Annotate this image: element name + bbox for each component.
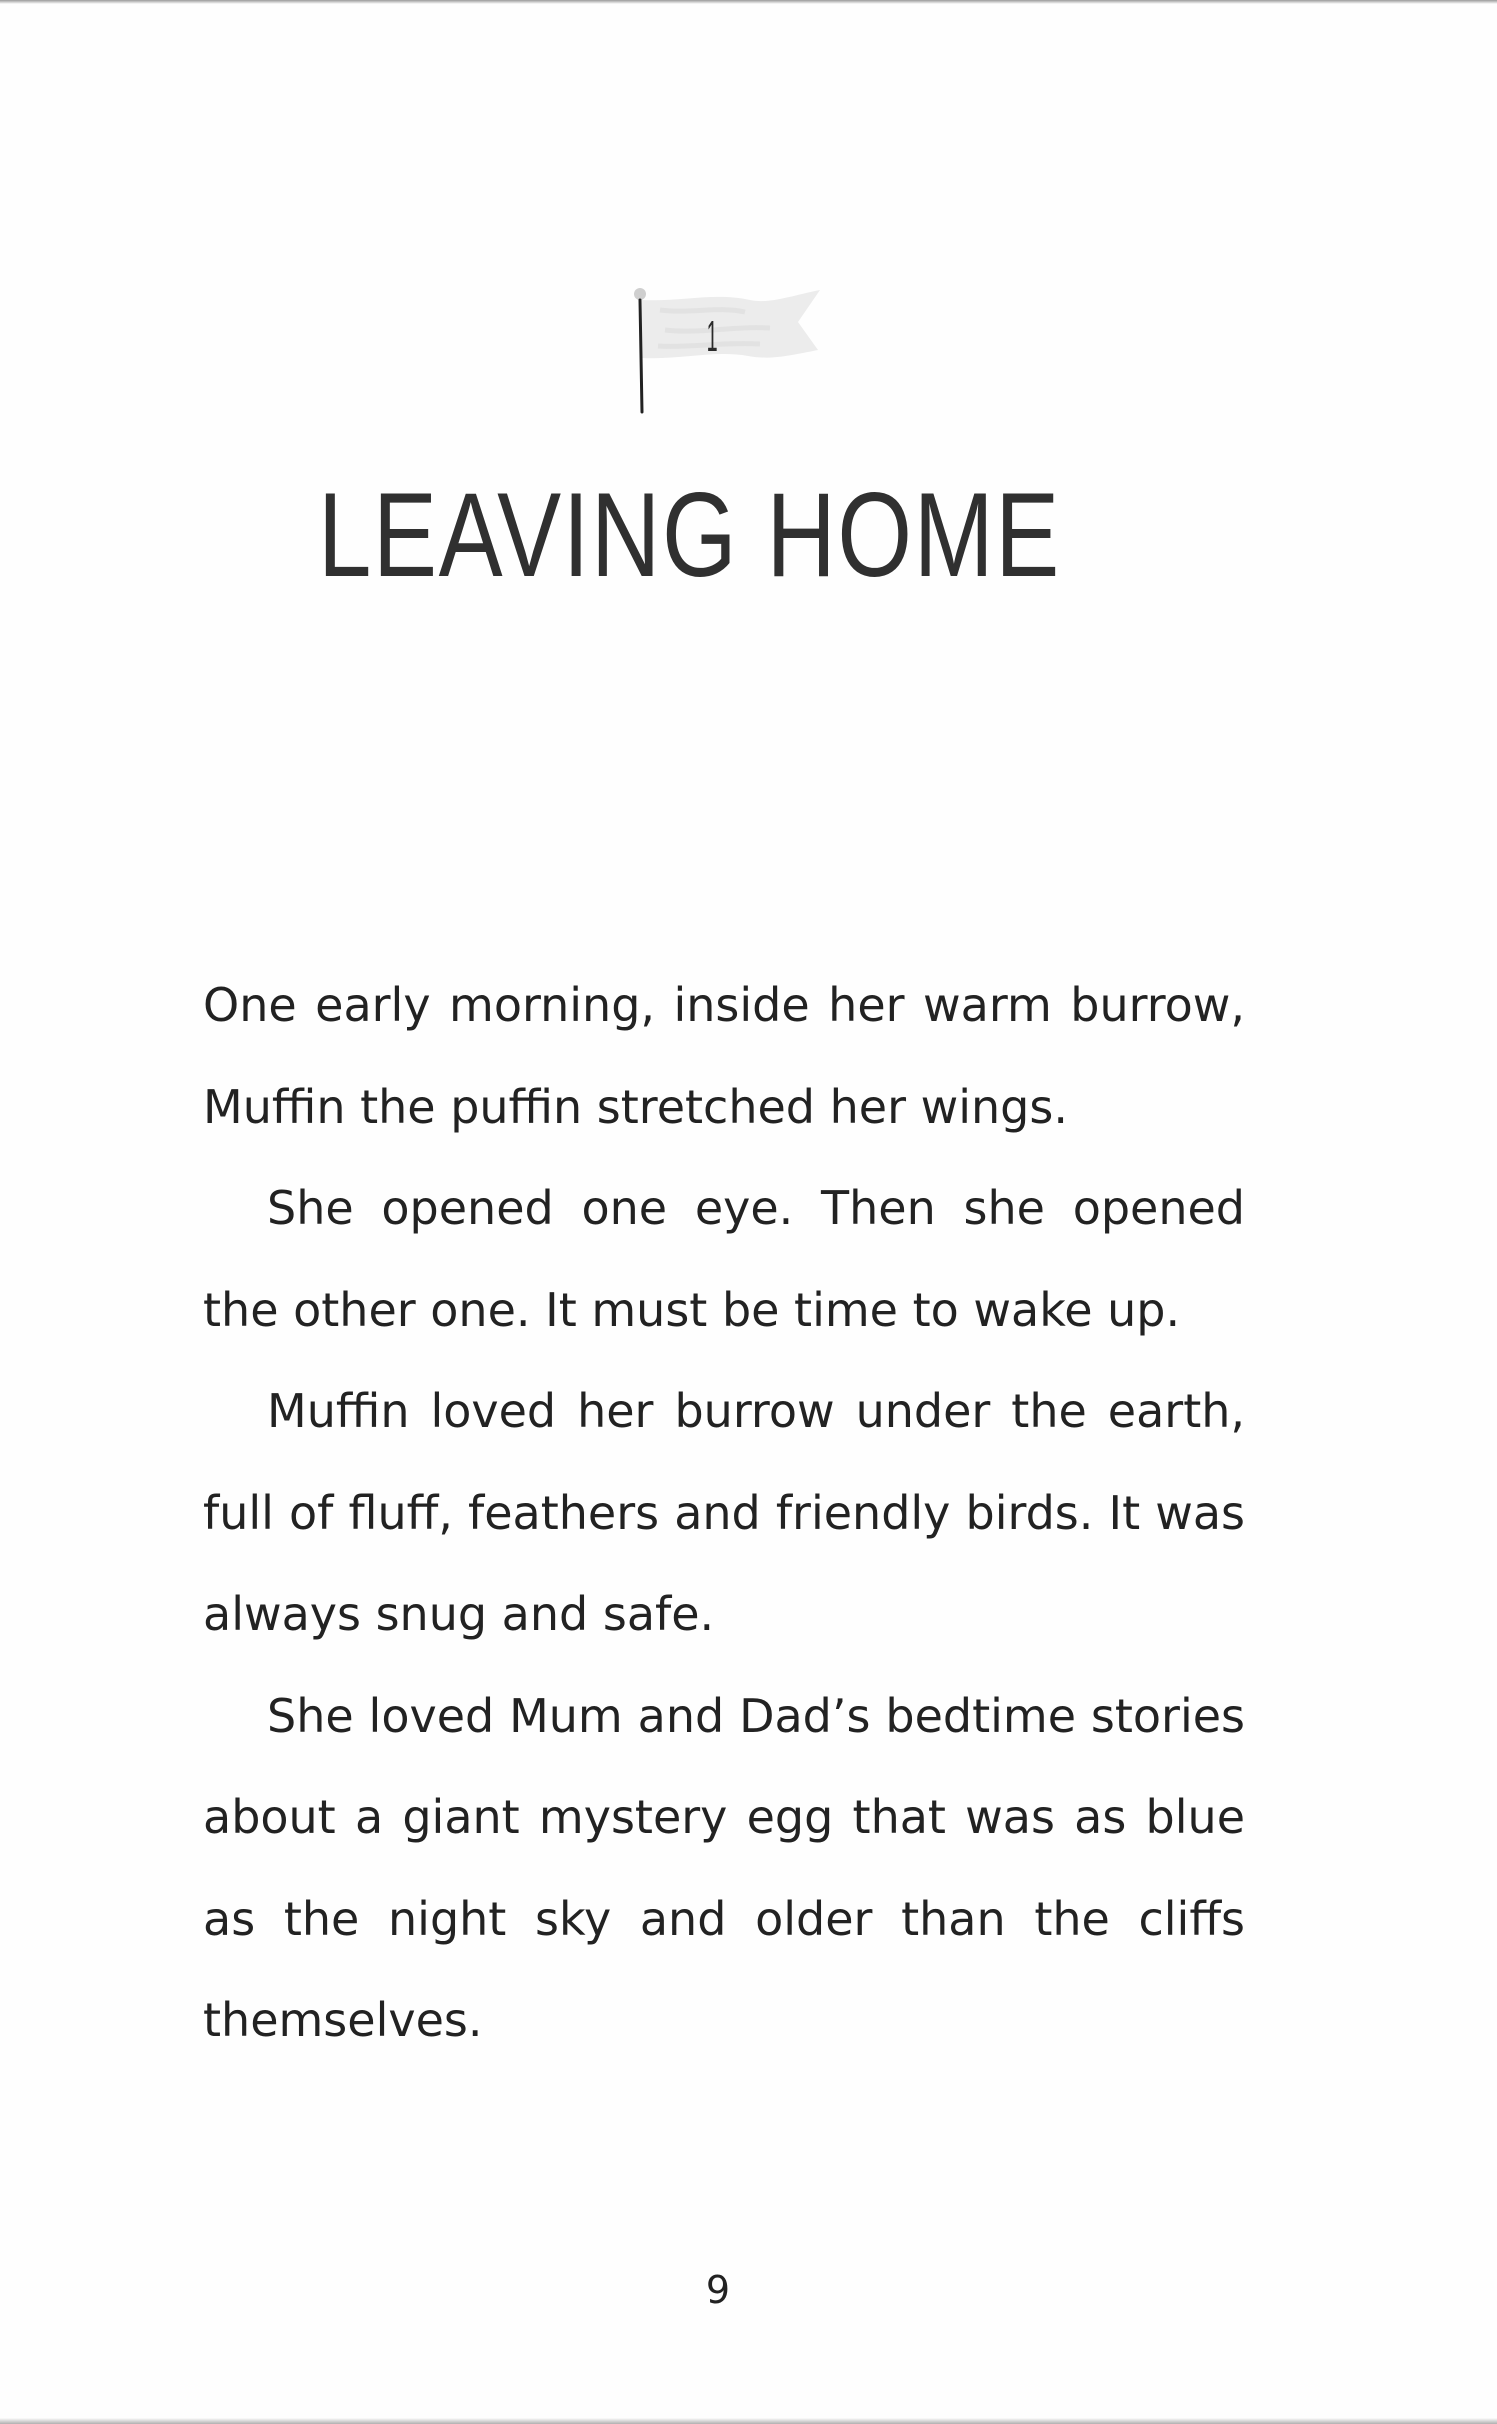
- page-top-edge: [0, 0, 1497, 4]
- paragraph: One early morning, inside her warm burrow, Muffin the puffin stretched her wings.: [203, 978, 1245, 1134]
- page-number: 9: [705, 2268, 731, 2312]
- paragraph: Muffin loved her burrow under the earth, full of fluff, feathers and friendly birds. It was always snug and safe.: [203, 1384, 1245, 1641]
- page-bottom-edge: [0, 2418, 1497, 2424]
- chapter-title: LEAVING HOME: [318, 468, 1061, 602]
- chapter-body: [203, 955, 1245, 2072]
- flag-icon: [620, 270, 830, 420]
- paragraph: She opened one eye. Then she opened the other one. It must be time to wake up.: [203, 1181, 1245, 1337]
- chapter-number: 1: [706, 312, 718, 361]
- paragraph: She loved Mum and Dad’s bedtime stories about a giant mystery egg that was as blue as the night sky and older than the cliffs themselves.: [203, 1688, 1245, 2047]
